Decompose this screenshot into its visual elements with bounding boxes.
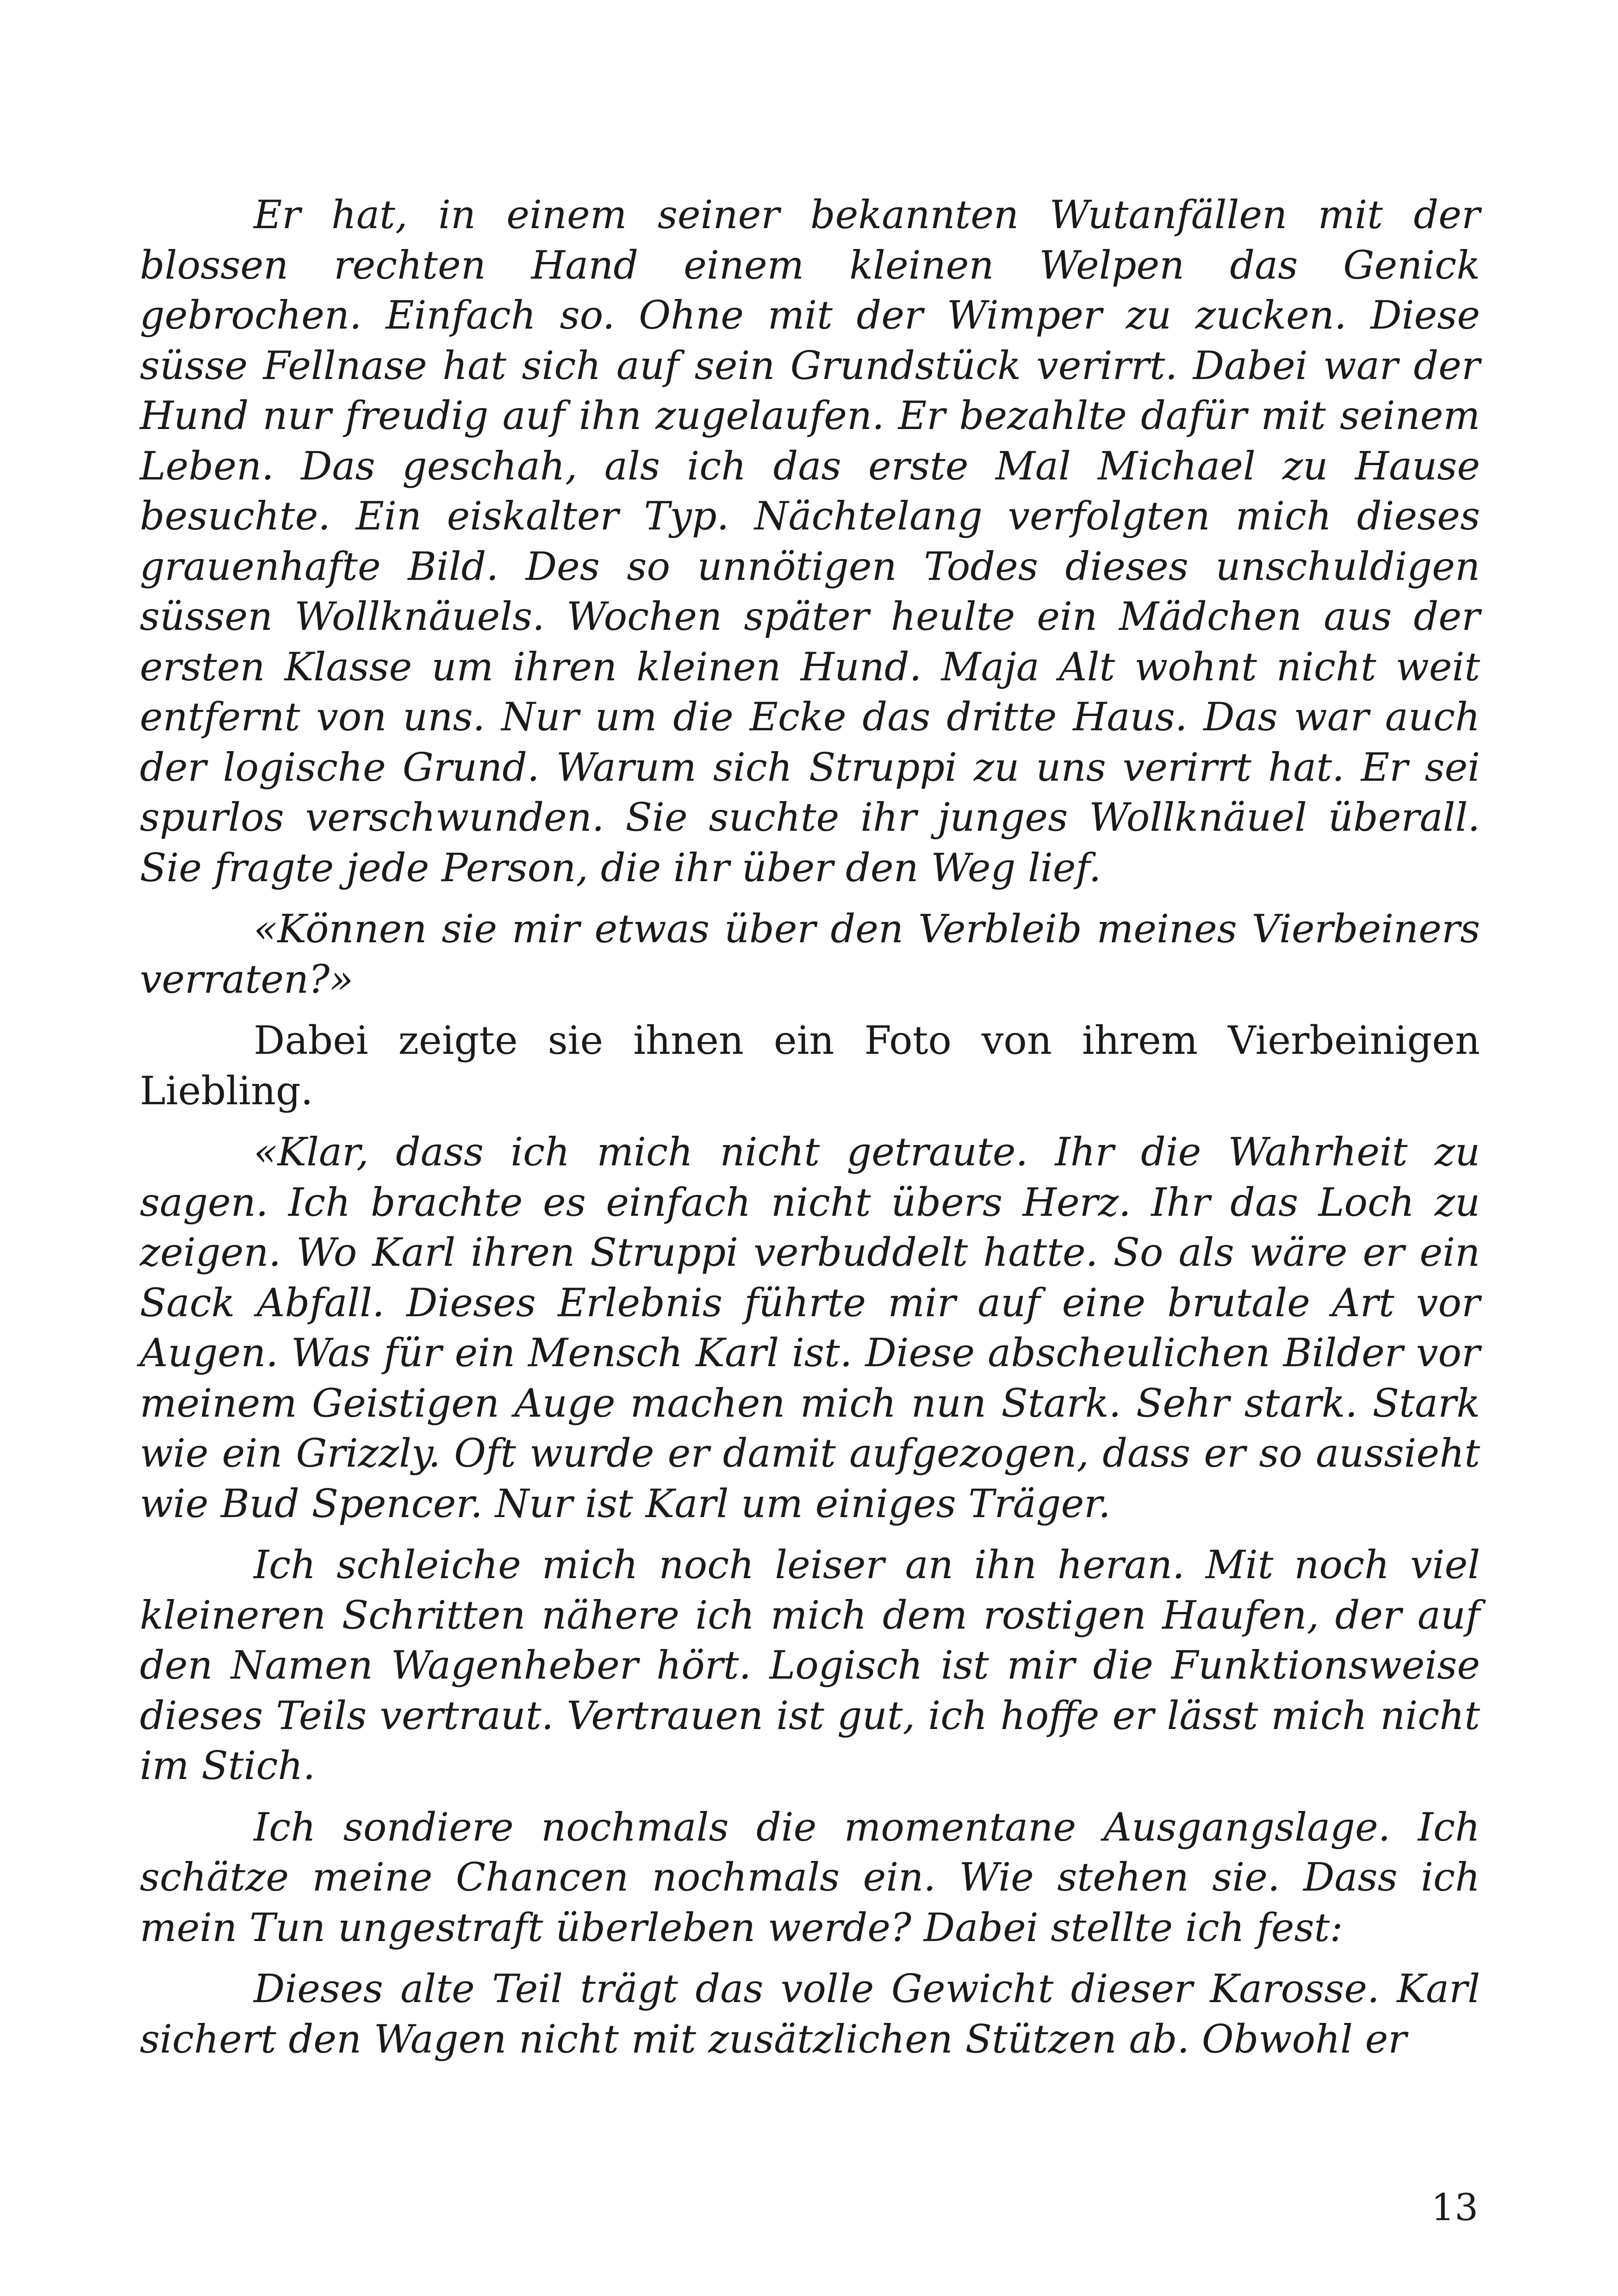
body-text [140, 190, 1480, 2064]
paragraph-7: Dieses alte Teil trägt das volle Gewicht dieser Karosse. Karl sichert den Wagen nicht mit zusätzlichen Stützen ab. Obwohl er [140, 1966, 1480, 2062]
paragraph-4-quote: «Klar, dass ich mich nicht getraute. Ihr die Wahrheit zu sagen. Ich brachte es einfach nicht übers Herz. Ihr das Loch zu zeigen. Wo Karl ihren Struppi verbuddelt hatte. So als wäre er ein Sack Abfall. Dieses Erlebnis führte mir auf eine brutale Art vor Augen. Was für ein Mensch Karl ist. Diese abscheulichen Bilder vor meinem Geistigen Auge machen mich nun Stark. Sehr stark. Stark wie ein Grizzly. Oft wurde er damit aufgezogen, dass er so aussieht wie Bud Spencer. Nur ist Karl um einiges Träger. [140, 1129, 1480, 1526]
paragraph-1: Er hat, in einem seiner bekannten Wutanfällen mit der blossen rechten Hand einem kleinen Welpen das Genick gebrochen. Einfach so. Ohne mit der Wimper zu zucken. Diese süsse Fellnase hat sich auf sein Grundstück verirrt. Dabei war der Hund nur freudig auf ihn zugelaufen. Er bezahlte dafür mit seinem Leben. Das geschah, als ich das erste Mal Michael zu Hause besuchte. Ein eiskalter Typ. Nächtelang verfolgten mich dieses grauenhafte Bild. Des so unnötigen Todes dieses unschuldigen süssen Wollknäuels. Wochen später heulte ein Mädchen aus der ersten Klasse um ihren kleinen Hund. Maja Alt wohnt nicht weit entfernt von uns. Nur um die Ecke das dritte Haus. Das war auch der logische Grund. Warum sich Struppi zu uns verirrt hat. Er sei spurlos verschwunden. Sie suchte ihr junges Wollknäuel überall. Sie fragte jede Person, die ihr über den Weg lief. [140, 192, 1480, 890]
page-number: 13 [1431, 2186, 1478, 2229]
paragraph-5: Ich schleiche mich noch leiser an ihn heran. Mit noch viel kleineren Schritten nähere ich mich dem rostigen Haufen, der auf den Namen Wagenheber hört. Logisch ist mir die Funktionsweise dieses Teils vertraut. Vertrauen ist gut, ich hoffe er lässt mich nicht im Stich. [140, 1542, 1480, 1788]
paragraph-2-quote: «Können sie mir etwas über den Verbleib meines Vierbeiners verraten?» [140, 906, 1480, 1002]
paragraph-6: Ich sondiere nochmals die momentane Ausgangslage. Ich schätze meine Chancen nochmals ein. Wie stehen sie. Dass ich mein Tun ungestraft überleben werde? Dabei stellte ich fest: [140, 1804, 1480, 1950]
paragraph-3: Dabei zeigte sie ihnen ein Foto von ihrem Vierbeinigen Liebling. [140, 1018, 1480, 1114]
